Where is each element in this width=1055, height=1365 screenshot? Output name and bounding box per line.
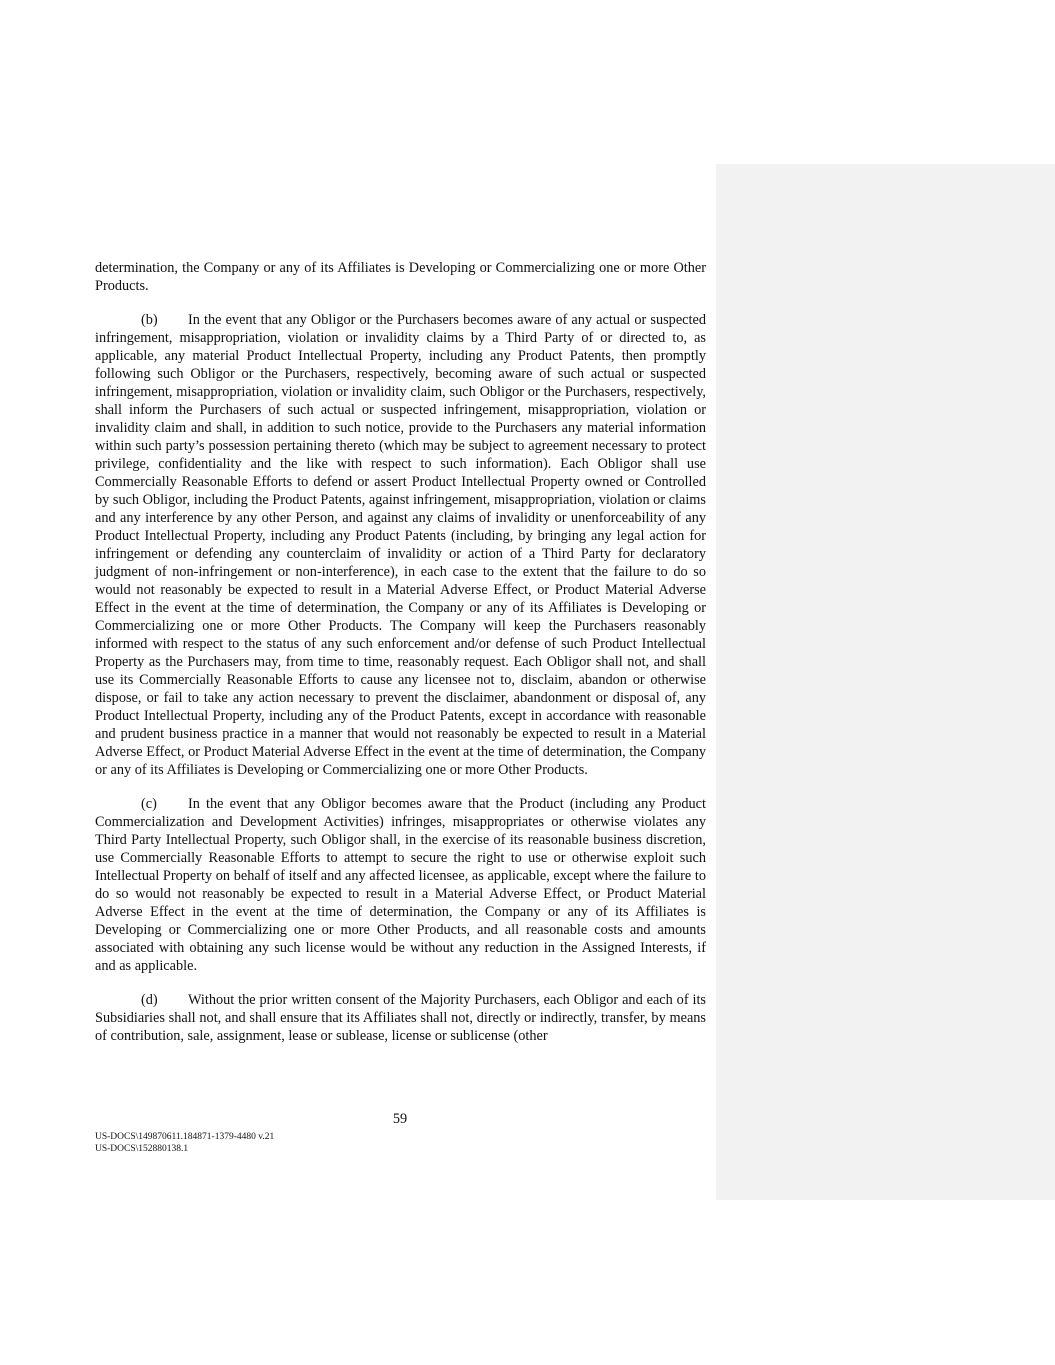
- paragraph-b: [95, 311, 706, 779]
- paragraph-label: (b): [141, 312, 158, 328]
- comment-pane: [716, 164, 1055, 1200]
- paragraph-text: In the event that any Obligor or the Purchasers becomes aware of any actual or suspected infringement, misappropriation, violation or invalidity claims by a Third Party of or directed to, as applicable, any material Product Intellectual Property, including any Product Patents, then promptly following such Obligor or the Purchasers, respectively, becoming aware of such actual or suspected infringement, misappropriation, violation or invalidity claim, such Obligor or the Purchasers, respectively, shall inform the Purchasers of such actual or suspected infringement, misappropriation, violation or invalidity claim and shall, in addition to such notice, provide to the Purchasers any material information within such party’s possession pertaining thereto (which may be subject to agreement necessary to protect privilege, confidentiality and the like with respect to such information). Each Obligor shall use Commercially Reasonable Efforts to defend or assert Product Intellectual Property owned or Controlled by such Obligor, including the Product Patents, against infringement, misappropriation, violation or claims and any interference by any other Person, and against any claims of invalidity or unenforceability of any Product Intellectual Property, including any Product Patents (including, by bringing any legal action for infringement or defending any counterclaim of invalidity or action of a Third Party for declaratory judgment of non-infringement or non-interference), in each case to the extent that the failure to do so would not reasonably be expected to result in a Material Adverse Effect, or Product Material Adverse Effect in the event at the time of determination, the Company or any of its Affiliates is Developing or Commercializing one or more Other Products. The Company will keep the Purchasers reasonably informed with respect to the status of any such enforcement and/or defense of such Product Intellectual Property as the Purchasers may, from time to time, reasonably request. Each Obligor shall not, and shall use its Commercially Reasonable Efforts to cause any licensee not to, disclaim, abandon or otherwise dispose, or fail to take any action necessary to prevent the disclaimer, abandonment or disposal of, any Product Intellectual Property, including any of the Product Patents, except in accordance with reasonable and prudent business practice in a manner that would not reasonably be expected to result in a Material Adverse Effect, or Product Material Adverse Effect in the event at the time of determination, the Company or any of its Affiliates is Developing or Commercializing one or more Other Products.: [95, 312, 706, 778]
- paragraph-c: [95, 795, 706, 975]
- page-number: 59: [392, 1111, 408, 1127]
- document-id: US-DOCS\149870611.184871-1379-4480 v.21: [95, 1132, 275, 1142]
- paragraph-continuation: [95, 259, 706, 295]
- paragraph-text: determination, the Company or any of its Affiliates is Developing or Commercializing one or more Other Products.: [95, 260, 706, 294]
- paragraph-label: (c): [141, 796, 157, 812]
- paragraph-text: In the event that any Obligor becomes aware that the Product (including any Product Commercialization and Development Activities) infringes, misappropriates or otherwise violates any Third Party Intellectual Property, such Obligor shall, in the exercise of its reasonable business discretion, use Commercially Reasonable Efforts to attempt to secure the right to use or otherwise exploit such Intellectual Property on behalf of itself and any affected licensee, as applicable, except where the failure to do so would not reasonably be expected to result in a Material Adverse Effect, or Product Material Adverse Effect in the event at the time of determination, the Company or any of its Affiliates is Developing or Commercializing one or more Other Products, and all reasonable costs and amounts associated with obtaining any such license would be without any reduction in the Assigned Interests, if and as applicable.: [95, 796, 706, 974]
- paragraph-text: Without the prior written consent of the Majority Purchasers, each Obligor and each of its Subsidiaries shall not, and shall ensure that its Affiliates shall not, directly or indirectly, transfer, by means of contribution, sale, assignment, lease or sublease, license or sublicense (other: [95, 992, 706, 1044]
- page-body: [95, 259, 706, 1061]
- document-ids: [95, 1132, 274, 1155]
- document-id: US-DOCS\152880138.1: [95, 1143, 189, 1154]
- paragraph-d: [95, 991, 706, 1045]
- paragraph-label: (d): [141, 992, 158, 1008]
